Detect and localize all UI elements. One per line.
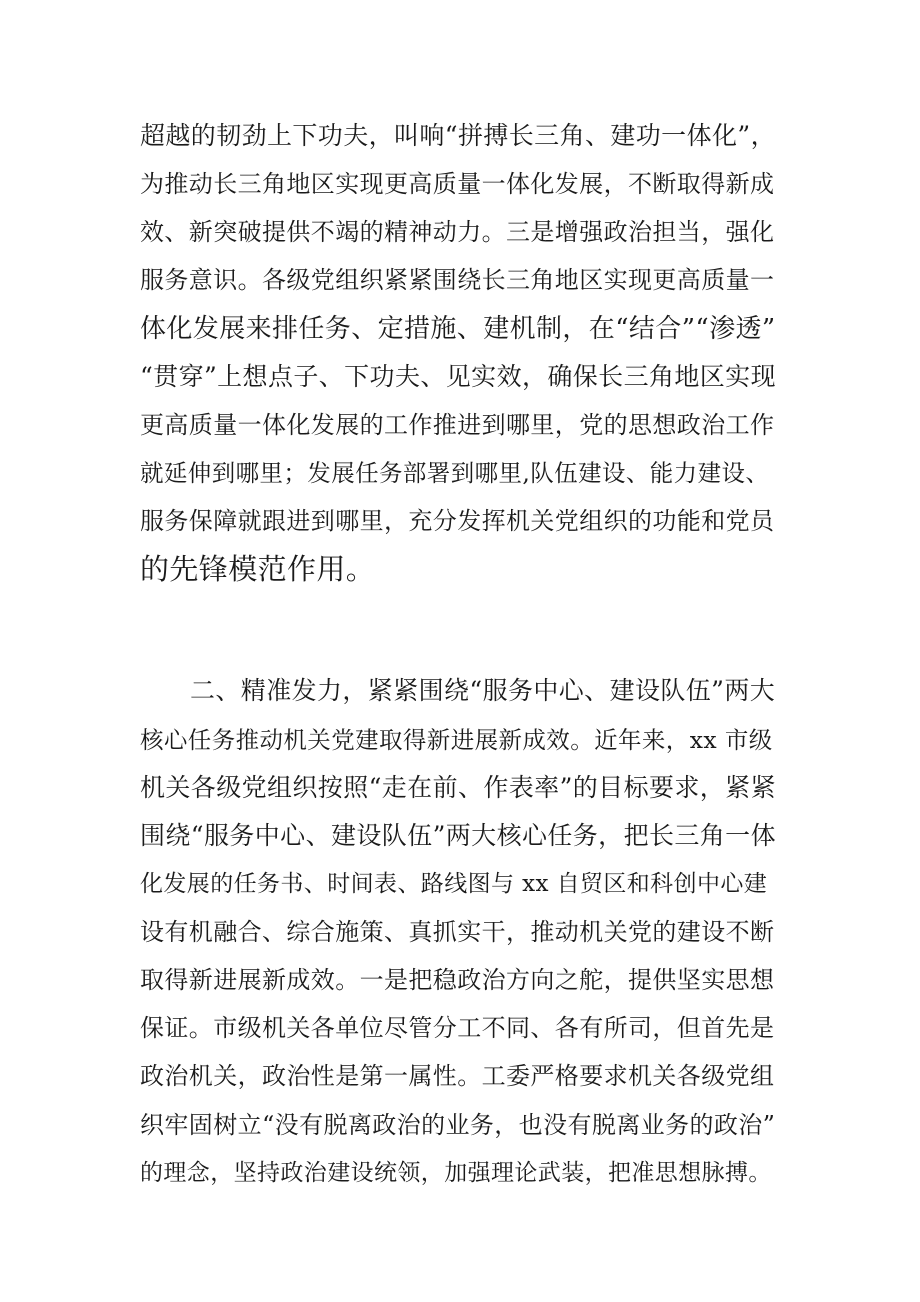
section-heading-line: 二、精准发力，紧紧围绕“服务中心、建设队伍”两大 bbox=[190, 676, 776, 705]
text-line: 取得新进展新成效。一是把稳政治方向之舵，提供坚实思想 bbox=[140, 966, 775, 994]
text-line: 政治机关，政治性是第一属性。工委严格要求机关各级党组 bbox=[140, 1062, 775, 1090]
text-line: 的先锋模范作用。 bbox=[140, 552, 376, 586]
text-line: 机关各级党组织按照“走在前、作表率”的目标要求，紧紧 bbox=[140, 773, 776, 802]
text-line: 为推动长三角地区实现更高质量一体化发展，不断取得新成 bbox=[140, 170, 775, 198]
text-line: “贯穿”上想点子、下功夫、见实效，确保长三角地区实现 bbox=[140, 362, 776, 391]
text-line: 更高质量一体化发展的工作推进到哪里，党的思想政治工作 bbox=[140, 411, 775, 439]
text-line: 就延伸到哪里；发展任务部署到哪里,队伍建设、能力建设、 bbox=[140, 459, 770, 487]
text-line: 化发展的任务书、时间表、路线图与 xx 自贸区和科创中心建 bbox=[140, 871, 768, 897]
text-line: 的理念，坚持政治建设统领，加强理论武装，把准思想脉搏。 bbox=[140, 1160, 772, 1186]
text-line: 设有机融合、综合施策、真抓实干，推动机关党的建设不断 bbox=[140, 918, 775, 946]
text-line: 围绕“服务中心、建设队伍”两大核心任务，把长三角一体 bbox=[140, 821, 776, 850]
text-line: 核心任务推动机关党建取得新进展新成效。近年来，xx 市级 bbox=[140, 726, 773, 754]
text-line: 服务保障就跟进到哪里，充分发挥机关党组织的功能和党员 bbox=[140, 507, 775, 535]
text-line: 超越的韧劲上下功夫，叫响“拼搏长三角、建功一体化”， bbox=[140, 121, 776, 150]
text-line: 体化发展来排任务、定措施、建机制，在“结合”“渗透” bbox=[140, 314, 776, 344]
text-line: 效、新突破提供不竭的精神动力。三是增强政治担当，强化 bbox=[140, 218, 775, 246]
text-line: 保证。市级机关各单位尽管分工不同、各有所司，但首先是 bbox=[140, 1014, 775, 1042]
text-line: 服务意识。各级党组织紧紧围绕长三角地区实现更高质量一 bbox=[140, 266, 775, 294]
text-line: 织牢固树立“没有脱离政治的业务，也没有脱离业务的政治” bbox=[140, 1111, 776, 1139]
